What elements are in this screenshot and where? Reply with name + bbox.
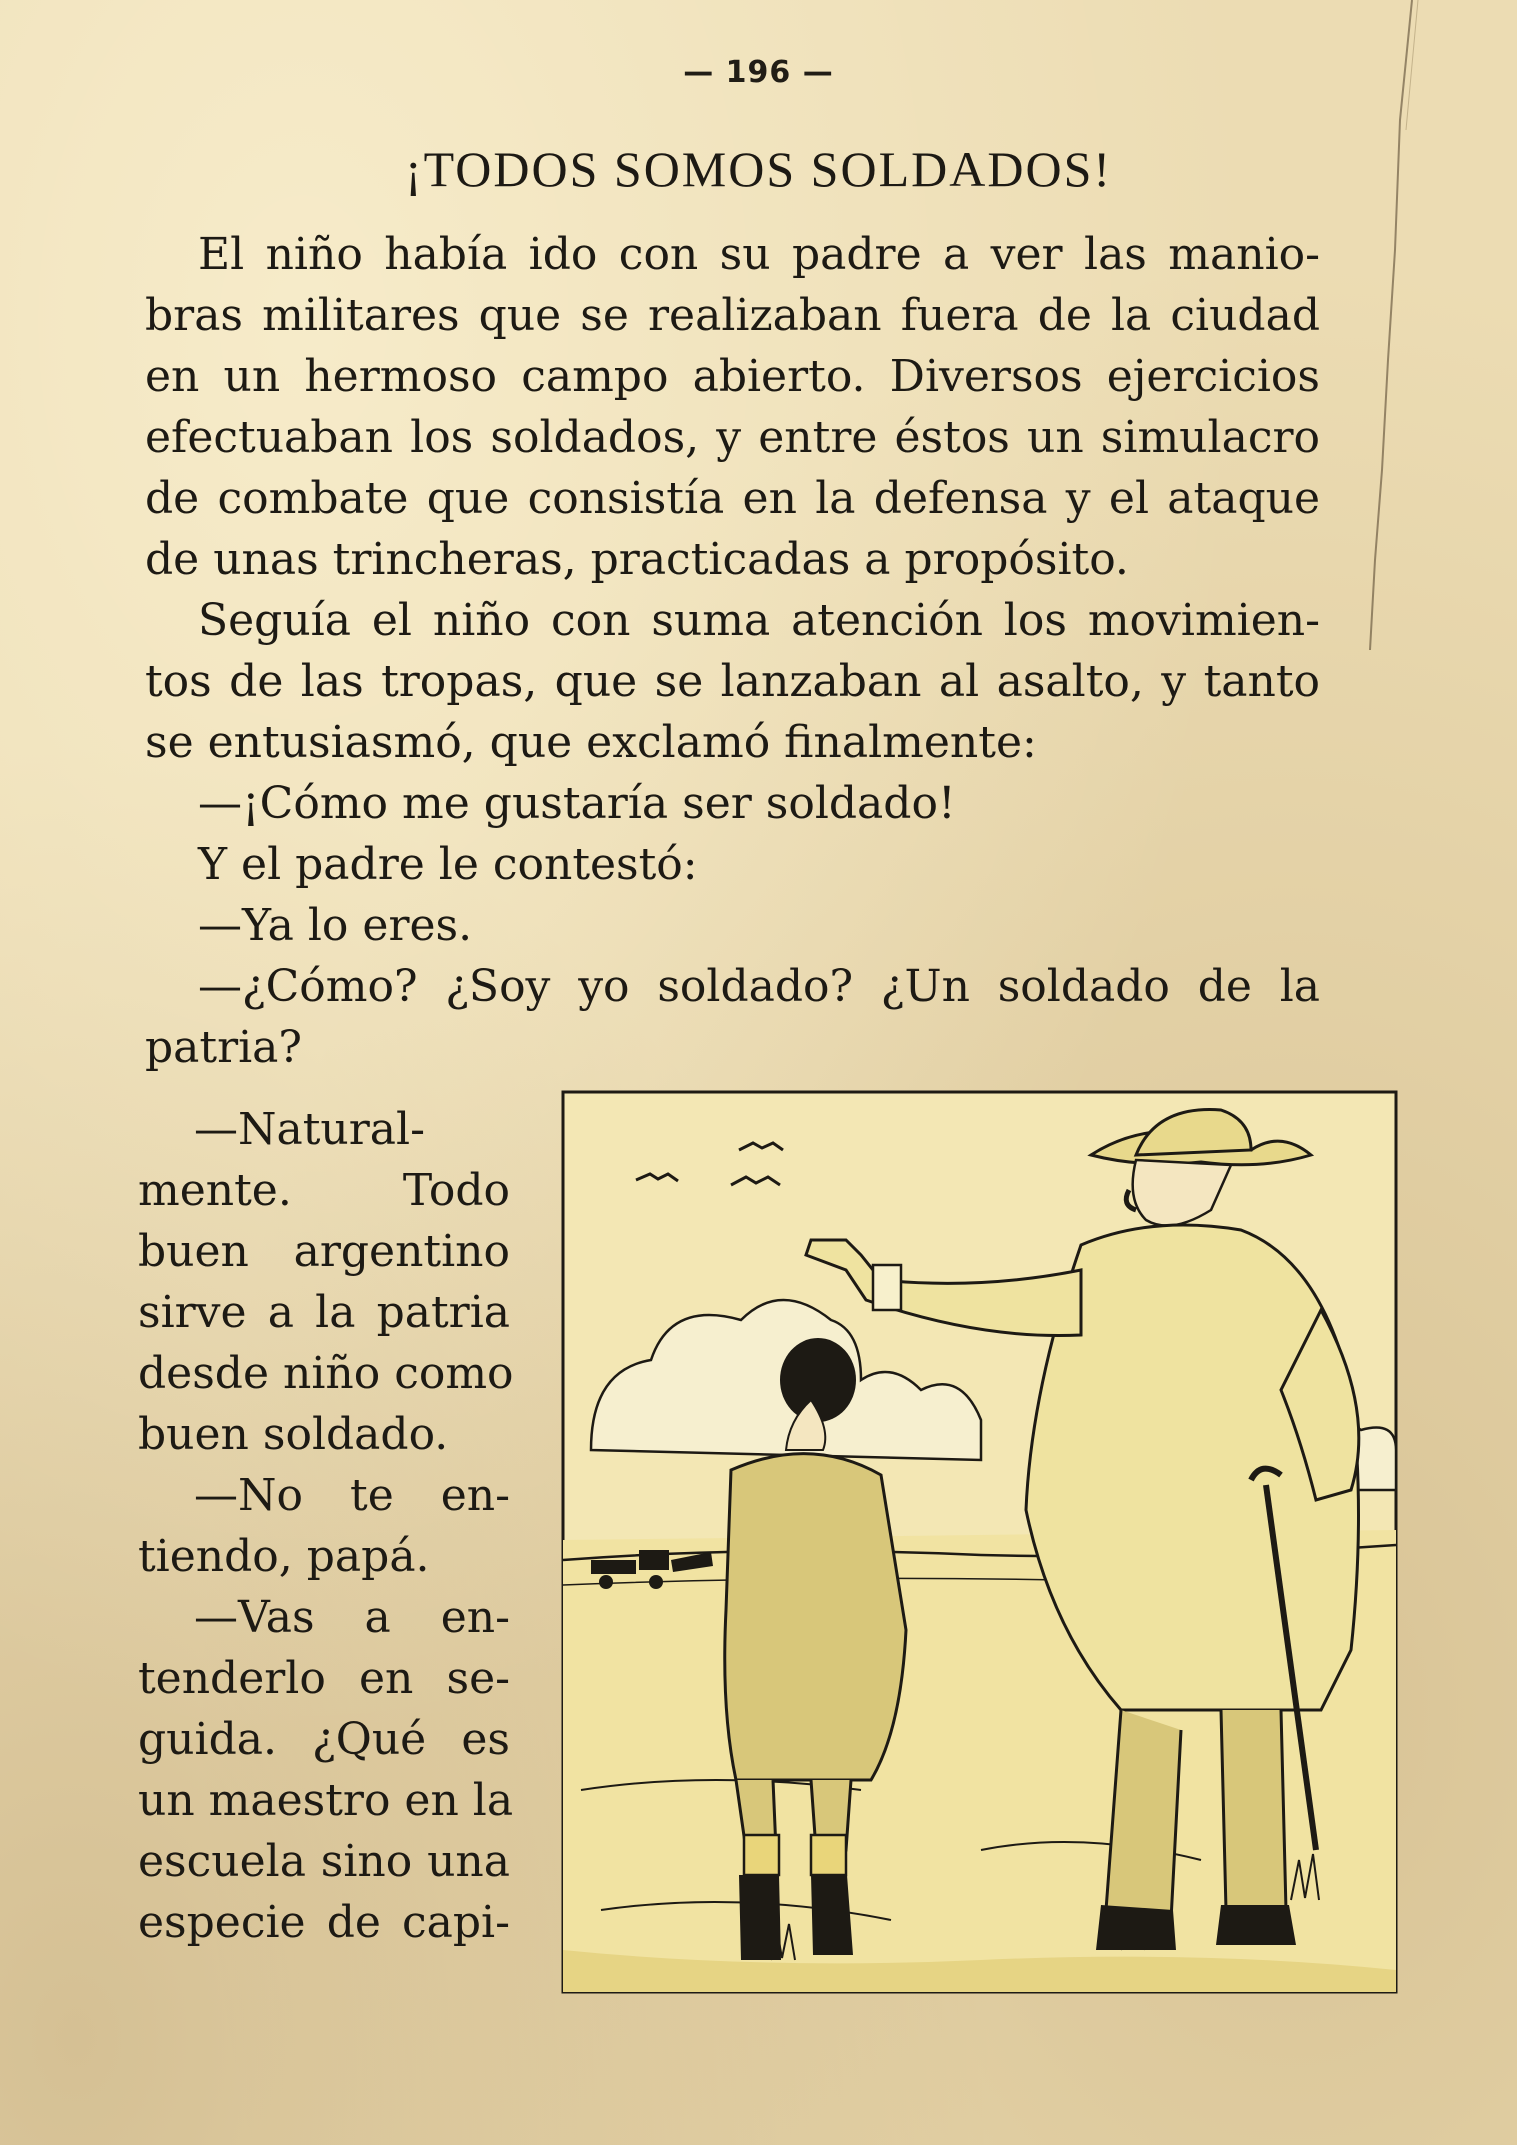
text-line: —Ya lo eres. [198,900,473,951]
text-line: bras militares que se realizaban fuera de la ciudad [145,290,1320,341]
column-line: mente. Todo [138,1165,510,1216]
text-line: de unas trincheras, practicadas a propósito. [145,534,1129,585]
text-line: en un hermoso campo abierto. Diversos ejercicios [145,351,1320,402]
column-line: —No te en- [194,1470,510,1521]
column-line: —Natural- [194,1104,425,1155]
text-line: —¡Cómo me gustaría ser soldado! [198,778,956,829]
column-line: especie de capi- [138,1897,510,1948]
text-line: patria? [145,1022,303,1073]
column-line: —Vas a en- [194,1592,510,1643]
column-line: escuela sino una [138,1836,510,1887]
column-line: buen soldado. [138,1409,449,1460]
text-line: tos de las tropas, que se lanzaban al asalto, y tanto [145,656,1320,707]
column-line: tenderlo en se- [138,1653,510,1704]
page-title: ¡TODOS SOMOS SOLDADOS! [404,141,1113,197]
column-line: desde niño como [138,1348,514,1399]
text-line: Seguía el niño con suma atención los movimien- [198,595,1320,646]
text-line: de combate que consistía en la defensa y el ataque [145,473,1320,524]
column-line: sirve a la patria [138,1287,510,1338]
text-line: Y el padre le contestó: [198,839,698,890]
column-line: un maestro en la [138,1775,514,1826]
column-line: tiendo, papá. [138,1531,430,1582]
father-and-son-illustration [561,1090,1398,2000]
paper-crease [1340,0,1420,650]
text-line: El niño había ido con su padre a ver las manio- [198,229,1320,280]
text-line: —¿Cómo? ¿Soy yo soldado? ¿Un soldado de la [198,961,1320,1012]
column-line: guida. ¿Qué es [138,1714,510,1765]
column-line: buen argentino [138,1226,510,1277]
page-number: — 196 — [683,55,834,90]
text-line: se entusiasmó, que exclamó finalmente: [145,717,1037,768]
text-line: efectuaban los soldados, y entre éstos un simulacro [145,412,1320,463]
